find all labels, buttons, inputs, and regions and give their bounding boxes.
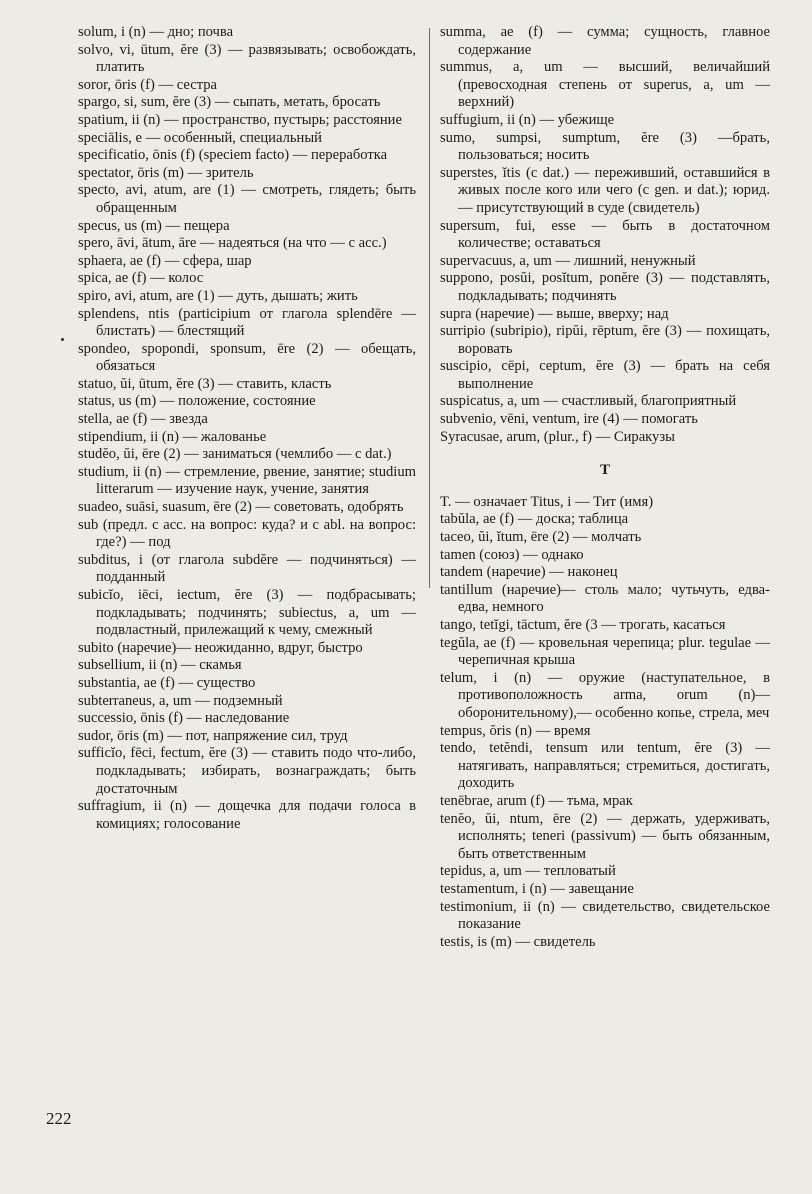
dictionary-entry: specto, avi, atum, are (1) — смотреть, глядеть; быть обращенным [78, 182, 416, 216]
dictionary-entry: splendens, ntis (participium от глагола splendēre — блистать) — блестящий [78, 305, 416, 340]
dictionary-entry: speciālis, e — особенный, специальный [78, 129, 322, 146]
dictionary-entry: tepidus, a, um — тепловатый [440, 863, 616, 880]
dictionary-entry: Syracusae, arum, (plur., f) — Сиракузы [440, 428, 675, 445]
dictionary-entry: surripio (subripio), ripŭi, rēptum, ĕre (3) — похищать, воровать [440, 323, 770, 357]
dictionary-entry: T. — означает Titus, i — Тит (имя) [440, 493, 654, 510]
column-divider [429, 28, 430, 588]
dictionary-entry: testamentum, i (n) — завещание [440, 880, 634, 897]
section-letter: T [599, 462, 610, 479]
dictionary-entry: spatium, ii (n) — пространство, пустырь; расстояние [78, 111, 402, 128]
dictionary-entry: solum, i (n) — дно; почва [78, 24, 234, 40]
dictionary-entry: tenĕo, ŭi, ntum, ēre (2) — держать, удерживать, исполнять; teneri (passivum) — быть обязанным, быть ответственным [440, 810, 770, 862]
dictionary-entry: status, us (m) — положение, состояние [78, 393, 316, 410]
dictionary-entry: statuo, ŭi, ūtum, ĕre (3) — ставить, класть [78, 375, 332, 392]
right-column-entries-s [440, 24, 770, 446]
dictionary-entry: tabŭla, ae (f) — доска; таблица [440, 511, 629, 528]
dictionary-entry: subsellium, ii (n) — скамья [78, 657, 242, 674]
dictionary-entry: tegŭla, ae (f) — кровельная черепица; plur. tegulae — черепичная крыша [440, 634, 770, 669]
left-column [78, 24, 416, 833]
dictionary-entry: suspicatus, a, um — счастливый, благоприятный [440, 393, 737, 410]
dictionary-entry: suadeo, suāsi, suasum, ēre (2) — советовать, одобрять [78, 499, 404, 516]
dictionary-entry: tandem (наречие) — наконец [440, 564, 618, 581]
dictionary-entry: supersum, fui, esse — быть в достаточном количестве; оставаться [440, 217, 770, 252]
dictionary-entry: suffragium, ii (n) — дощечка для подачи голоса в комициях; голосование [78, 798, 416, 832]
dictionary-entry: supervacuus, a, um — лишний, ненужный [440, 252, 696, 269]
dictionary-entry: sufficĭo, fēci, fectum, ĕre (3) — ставить подо что-либо, подкладывать; избирать, вознаграждать; быть достаточным [78, 745, 416, 797]
dictionary-entry: substantia, ae (f) — существо [78, 674, 256, 691]
dictionary-entry: sphaera, ae (f) — сфера, шар [78, 252, 252, 269]
dictionary-entry: solvo, vi, ūtum, ĕre (3) — развязывать; освобождать, платить [78, 41, 416, 76]
right-column [440, 24, 770, 951]
right-column-entries-t [440, 494, 770, 951]
dictionary-entry: superstes, ĭtis (с dat.) — переживший, оставшийся в живых после кого или чего (с gen. и dat.); юрид.— присутствующий в суде (свидетель) [440, 164, 770, 216]
dictionary-entry: soror, ōris (f) — сестра [78, 76, 218, 93]
dictionary-entry: taceo, ŭi, ĭtum, ēre (2) — молчать [440, 529, 642, 546]
dictionary-entry: studium, ii (n) — стремление, рвение, занятие; studium litterarum — изучение наук, учение, занятия [78, 463, 416, 498]
dictionary-entry: sub (предл. с acc. на вопрос: куда? и с abl. на вопрос: где?) — под [78, 516, 416, 551]
dictionary-entry: tantillum (наречие)— столь мало; чутьчуть, едва-едва, немного [440, 581, 770, 616]
dictionary-entry: spondeo, spopondi, sponsum, ēre (2) — обещать, обязаться [78, 340, 416, 375]
dictionary-entry: suscipio, cēpi, ceptum, ĕre (3) — брать на себя выполнение [440, 358, 770, 392]
dictionary-entry: subditus, i (от глагола subdĕre — подчиняться) — подданный [78, 551, 416, 586]
dictionary-entry: suppono, posŭi, posĭtum, ponĕre (3) — подставлять, подкладывать; подчинять [440, 270, 770, 304]
dictionary-entry: supra (наречие) — выше, вверху; над [440, 305, 669, 322]
dictionary-entry: tenēbrae, arum (f) — тьма, мрак [440, 792, 633, 809]
dictionary-entry: stipendium, ii (n) — жалованье [78, 428, 267, 445]
dictionary-entry: specificatio, ōnis (f) (speciem facto) — переработка [78, 147, 388, 164]
dictionary-entry: successio, ōnis (f) — наследование [78, 710, 290, 727]
dictionary-entry: tango, tetĭgi, tāctum, ĕre (3 — трогать, касаться [440, 617, 726, 633]
dictionary-entry: sudor, ōris (m) — пот, напряжение сил, труд [78, 727, 348, 744]
dictionary-entry: tendo, tetĕndi, tensum или tentum, ĕre (3) — натягивать, направляться; стремиться, достигать, доходить [440, 740, 770, 792]
dictionary-entry: subvenio, vēni, ventum, ire (4) — помогать [440, 411, 698, 428]
dictionary-entry: specus, us (m) — пещера [78, 217, 230, 234]
dictionary-entry: telum, i (n) — оружие (наступательное, в противоположность arma, orum (n)—оборонительному),— особенно копье, стрела, меч [440, 669, 770, 721]
dictionary-entry: subito (наречие)— неожиданно, вдруг, быстро [78, 639, 363, 656]
dictionary-entry: tempus, ŏris (n) — время [440, 722, 591, 739]
dictionary-entry: tamen (союз) — однако [440, 546, 584, 563]
dictionary-entry: subterraneus, a, um — подземный [78, 692, 283, 709]
dictionary-entry: testimonium, ii (n) — свидетельство, свидетельское показание [440, 898, 770, 933]
page-number: 222 [46, 1109, 72, 1128]
dictionary-entry: spiro, avi, atum, are (1) — дуть, дышать; жить [78, 287, 358, 304]
dictionary-entry: sumo, sumpsi, sumptum, ĕre (3) —брать, пользоваться; носить [440, 129, 770, 164]
dictionary-entry: spero, āvi, ātum, āre — надеяться (на что — с acc.) [78, 235, 387, 252]
print-speck [61, 338, 64, 341]
dictionary-entry: subicĭo, iēci, iectum, ĕre (3) — подбрасывать; подкладывать; подчинять; subiectus, a, um — подвластный, прилежащий к чему, смежный [78, 587, 416, 639]
dictionary-entry: summus, a, um — высший, величайший (превосходная степень от superus, a, um — верхний) [440, 59, 770, 111]
dictionary-entry: summa, ae (f) — сумма; сущность, главное содержание [440, 24, 770, 58]
dictionary-entry: suffugium, ii (n) — убежище [440, 111, 615, 128]
dictionary-entry: testis, is (m) — свидетель [440, 933, 596, 950]
dictionary-entry: spargo, si, sum, ĕre (3) — сыпать, метать, бросать [78, 94, 381, 111]
dictionary-entry: stella, ae (f) — звезда [78, 411, 208, 428]
dictionary-entry: studĕo, ŭi, ēre (2) — заниматься (чемлибо — с dat.) [78, 446, 392, 463]
dictionary-entry: spectator, ōris (m) — зритель [78, 164, 254, 181]
dictionary-entry: spica, ae (f) — колос [78, 270, 204, 287]
